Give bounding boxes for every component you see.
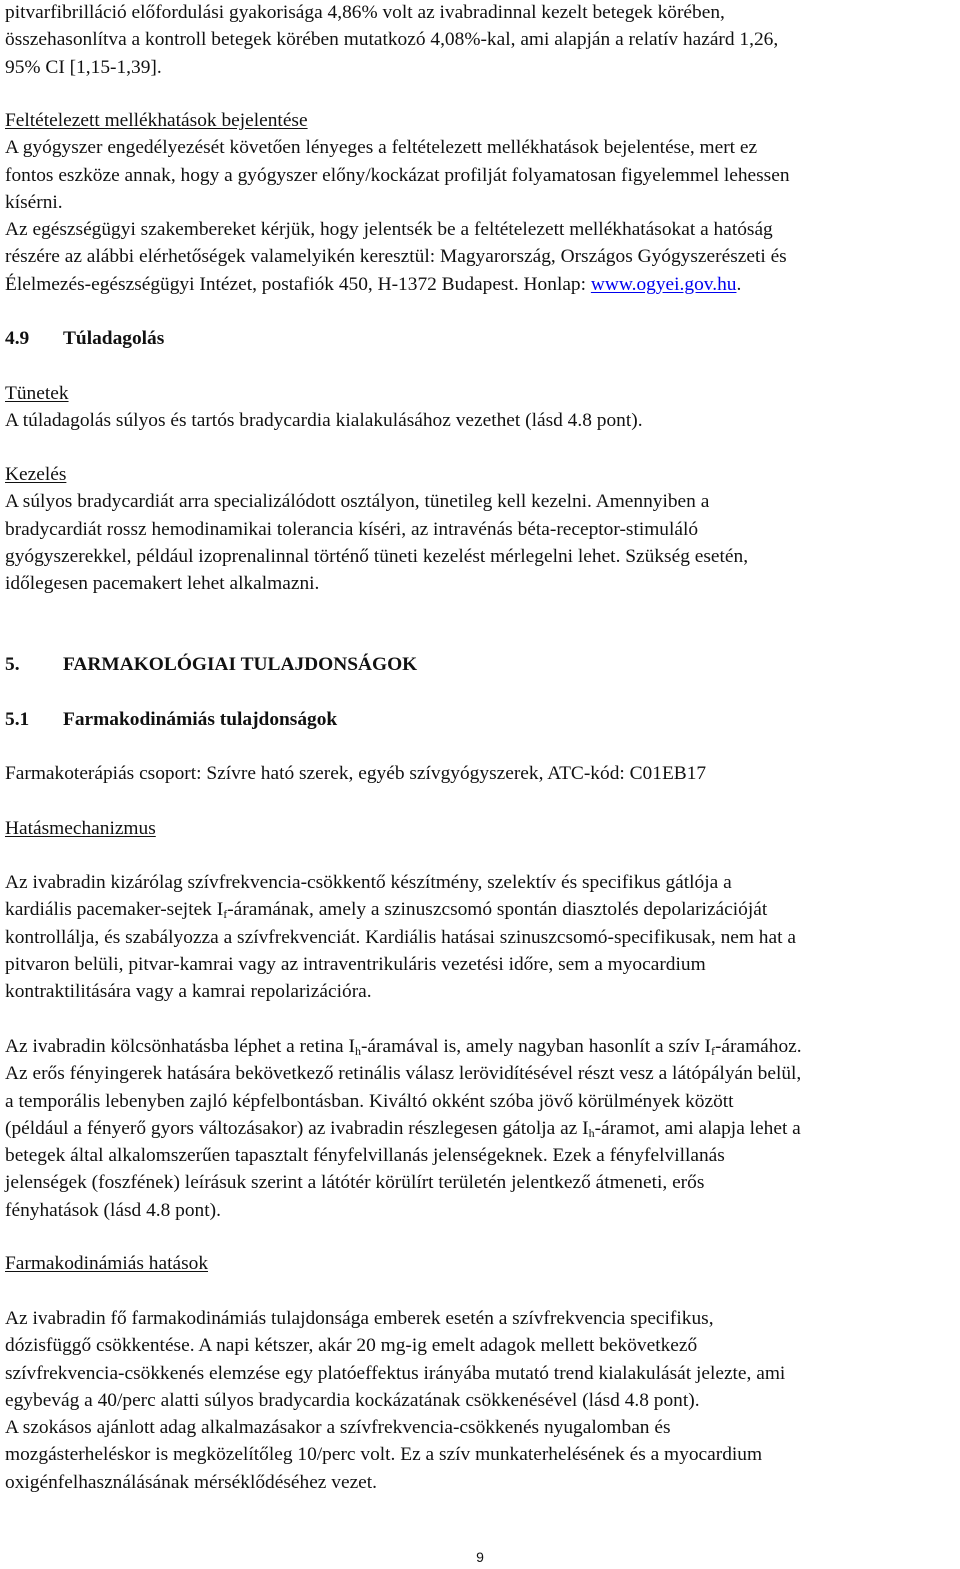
mechanism-line: kontraktilitására vagy a kamrai repolarizációra. bbox=[5, 981, 372, 1003]
effects-paragraph bbox=[5, 1305, 957, 1496]
section-heading-pharmacodynamic bbox=[5, 706, 957, 733]
section-number: 5. bbox=[5, 654, 20, 675]
effects-line: A szokásos ajánlott adag alkalmazásakor a szívfrekvencia-csökkenés nyugalomban és bbox=[5, 1417, 671, 1439]
mechanism-line: betegek által alkalomszerűen tapasztalt fényfelvillanás jelenségeknek. Ezek a fényfelvillanás bbox=[5, 1145, 725, 1167]
intro-line: összehasonlítva a kontroll betegek körében mutatkozó 4,08%-kal, ami alapján a relatív hazárd 1,26, bbox=[5, 29, 779, 51]
symptoms-heading: Tünetek bbox=[5, 383, 69, 404]
mechanism-line: jelenségek (foszfének) leírásuk szerint a látótér körülírt területén jelentkező átmeneti, erős bbox=[5, 1172, 705, 1194]
reporting-section bbox=[5, 107, 957, 298]
reporting-line: részére az alábbi elérhetőségek valamelyikén keresztül: Magyarország, Országos Gyógyszerészeti és bbox=[5, 246, 787, 268]
reporting-heading: Feltételezett mellékhatások bejelentése bbox=[5, 110, 308, 131]
treatment-line: A súlyos bradycardiát arra specializálódott osztályon, tünetileg kell kezelni. Amennyiben a bbox=[5, 491, 710, 513]
mechanism-line: kontrollálja, és szabályozza a szívfrekvenciát. Kardiális hatásai szinuszcsomó-specifikusak, nem hat a bbox=[5, 926, 796, 948]
section-title: FARMAKOLÓGIAI TULAJDONSÁGOK bbox=[63, 654, 418, 675]
reporting-line: kísérni. bbox=[5, 191, 63, 213]
symptoms-text: A túladagolás súlyos és tartós bradycardia kialakulásához vezethet (lásd 4.8 pont). bbox=[5, 410, 643, 432]
therapeutic-group-text: Farmakoterápiás csoport: Szívre ható szerek, egyéb szívgyógyszerek, ATC-kód: C01EB17 bbox=[5, 763, 707, 784]
mechanism-text: -áramot, ami alapja lehet a bbox=[594, 1117, 801, 1139]
mechanism-line bbox=[5, 1033, 957, 1060]
section-number: 4.9 bbox=[5, 328, 30, 349]
treatment-heading: Kezelés bbox=[5, 464, 67, 485]
mechanism-paragraph-1 bbox=[5, 869, 957, 1005]
mechanism-text: (például a fényerő gyors változásakor) az ivabradin részlegesen gátolja az I bbox=[5, 1117, 589, 1139]
effects-line: mozgásterheléskor is megközelítőleg 10/perc volt. Ez a szív munkaterhelésének és a myocardium bbox=[5, 1444, 763, 1466]
reporting-line: A gyógyszer engedélyezését követően lényeges a feltételezett mellékhatások bejelentése, mert ez bbox=[5, 137, 758, 159]
treatment-block bbox=[5, 461, 957, 597]
mechanism-line bbox=[5, 896, 957, 923]
mechanism-text: -áramával is, amely nagyban hasonlít a szív I bbox=[360, 1036, 711, 1057]
mechanism-heading-block bbox=[5, 815, 957, 842]
intro-line: 95% CI [1,15-1,39]. bbox=[5, 56, 162, 78]
reporting-line bbox=[5, 271, 957, 298]
subscript-h: h bbox=[588, 1125, 595, 1140]
mechanism-paragraph-2 bbox=[5, 1033, 957, 1224]
subscript-h: h bbox=[354, 1044, 361, 1058]
reporting-line: Az egészségügyi szakembereket kérjük, hogy jelentsék be a feltételezett mellékhatásokat a hatóság bbox=[5, 219, 773, 241]
treatment-line: időlegesen pacemakert lehet alkalmazni. bbox=[5, 573, 320, 595]
reporting-line: fontos eszköze annak, hogy a gyógyszer előny/kockázat profilját folyamatosan figyelemmel lehessen bbox=[5, 164, 790, 186]
effects-line: dózisfüggő csökkentése. A napi kétszer, akár 20 mg-ig emelt adagok mellett bekövetkező bbox=[5, 1335, 698, 1357]
section-number: 5.1 bbox=[5, 709, 30, 730]
effects-line: oxigénfelhasználásának mérséklődéséhez vezet. bbox=[5, 1471, 378, 1493]
section-title: Farmakodinámiás tulajdonságok bbox=[63, 709, 338, 730]
mechanism-line: fényhatások (lásd 4.8 pont). bbox=[5, 1199, 221, 1221]
mechanism-line: Az erős fényingerek hatására bekövetkező retinális válasz lerövidítésével részt vesz a látópályán belül, bbox=[5, 1063, 802, 1085]
effects-line: Az ivabradin fő farmakodinámiás tulajdonsága emberek esetén a szívfrekvencia specifikus, bbox=[5, 1308, 714, 1329]
reporting-period: . bbox=[736, 273, 742, 295]
mechanism-text: -áramához. bbox=[714, 1036, 802, 1057]
section-heading-pharmacological bbox=[5, 651, 957, 678]
subscript-f: f bbox=[710, 1044, 715, 1058]
reporting-address: Élelmezés-egészségügyi Intézet, postafiók 450, H-1372 Budapest. Honlap: bbox=[5, 273, 591, 295]
mechanism-line: a temporális lebenyben zajló képfelbontásban. Kiváltó okként szóba jövő körülmények között bbox=[5, 1090, 734, 1112]
mechanism-heading: Hatásmechanizmus bbox=[5, 818, 156, 839]
treatment-line: gyógyszerekkel, például izoprenalinnal történő tüneti kezelést mérlegelni lehet. Szükség esetén, bbox=[5, 545, 749, 567]
treatment-line: bradycardiát rossz hemodinamikai tolerancia kíséri, az intravénás béta-receptor-stimuláló bbox=[5, 518, 699, 540]
section-title: Túladagolás bbox=[63, 328, 165, 349]
effects-heading-block bbox=[5, 1250, 957, 1277]
mechanism-text: -áramának, amely a szinuszcsomó spontán diasztolés depolarizációját bbox=[227, 899, 768, 921]
effects-line: egybevág a 40/perc alatti súlyos bradycardia kockázatának csökkenésével (lásd 4.8 pont). bbox=[5, 1389, 700, 1411]
ogyei-website-link[interactable]: www.ogyei.gov.hu bbox=[590, 273, 737, 295]
subscript-f: f bbox=[223, 907, 228, 922]
page-number: 9 bbox=[476, 1549, 484, 1565]
therapeutic-group bbox=[5, 760, 957, 787]
symptoms-block bbox=[5, 380, 957, 435]
mechanism-line: pitvaron belüli, pitvar-kamrai vagy az intraventrikuláris vezetési időre, sem a myocardium bbox=[5, 953, 706, 975]
mechanism-line bbox=[5, 1115, 957, 1142]
mechanism-text: kardiális pacemaker-sejtek I bbox=[5, 899, 224, 921]
effects-heading: Farmakodinámiás hatások bbox=[5, 1253, 209, 1274]
effects-line: szívfrekvencia-csökkenés elemzése egy platóeffektus irányába mutató trend kialakulását jelezte, ami bbox=[5, 1362, 786, 1384]
mechanism-line: Az ivabradin kizárólag szívfrekvencia-csökkentő készítmény, szelektív és specifikus gátlója a bbox=[5, 872, 732, 893]
mechanism-text: Az ivabradin kölcsönhatásba léphet a retina I bbox=[5, 1036, 355, 1057]
section-heading-overdose bbox=[5, 325, 957, 352]
intro-paragraph bbox=[5, 0, 957, 81]
intro-line: pitvarfibrilláció előfordulási gyakorisága 4,86% volt az ivabradinnal kezelt betegek körében, bbox=[5, 2, 725, 23]
